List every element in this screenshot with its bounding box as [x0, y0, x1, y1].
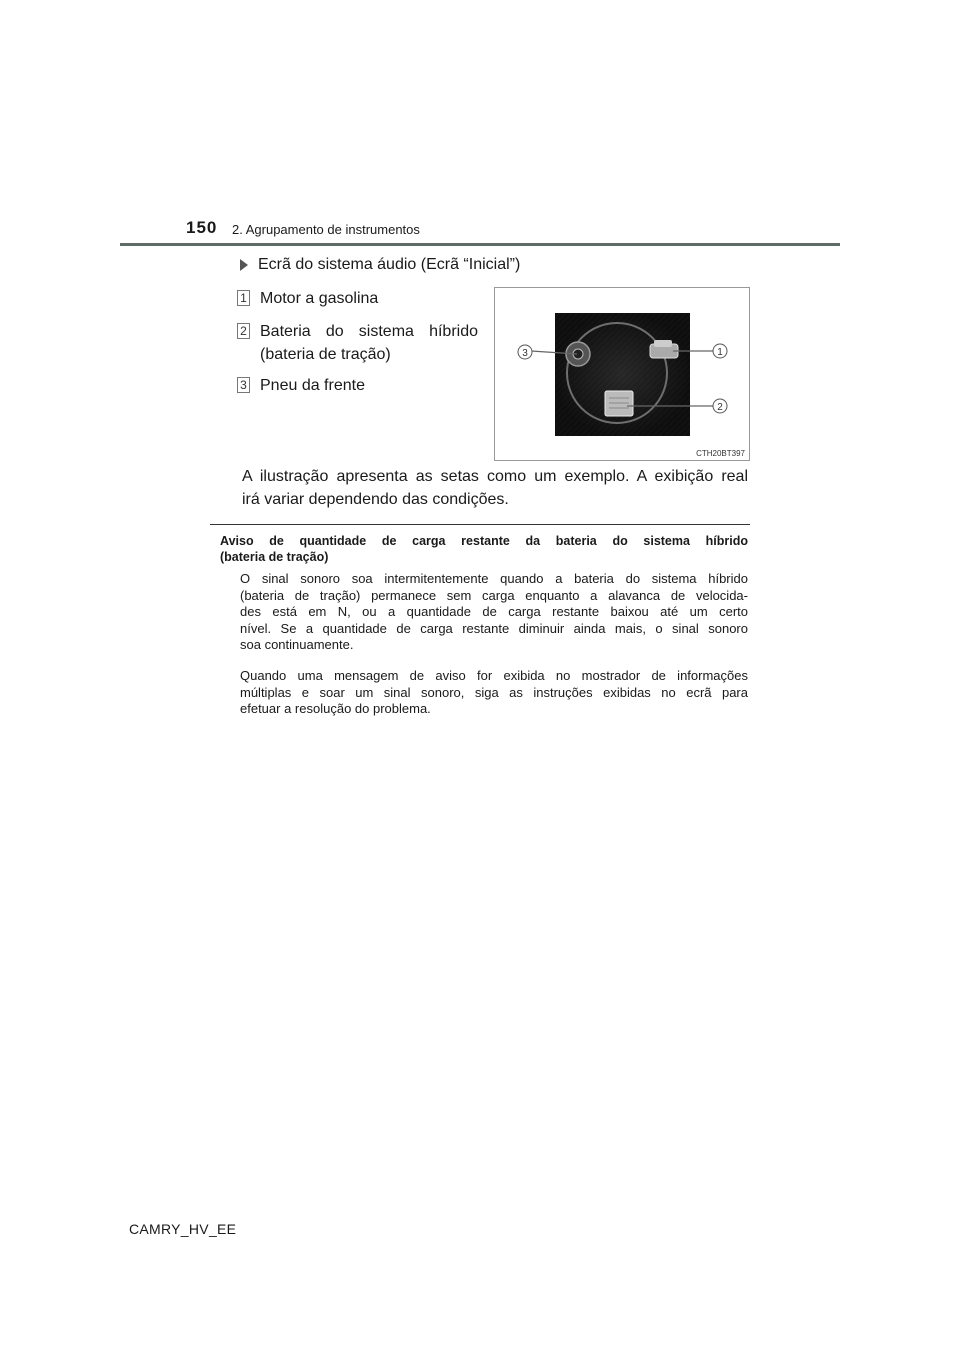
page-number: 150 [186, 218, 218, 237]
info-title [220, 533, 748, 565]
info-paragraph-2 [240, 668, 748, 718]
note-line: A ilustração apresenta as setas como um exemplo. A exibição real [242, 468, 748, 485]
figure-illustration [494, 287, 750, 461]
info-paragraph-1 [240, 571, 748, 654]
note-line: irá variar dependendo das condições. [242, 491, 509, 508]
legend-number: 1 [237, 290, 250, 306]
section-title: 2. Agrupamento de instrumentos [232, 222, 420, 237]
triangle-bullet-icon [240, 259, 248, 271]
illustration-note [242, 465, 748, 511]
legend-text: Pneu da frente [260, 377, 365, 394]
legend-text-line: Bateria do sistema híbrido [260, 323, 478, 340]
info-title-line: Aviso de quantidade de carga restante da bateria do sistema híbrido [220, 534, 748, 548]
legend-text: Motor a gasolina [260, 290, 379, 307]
paragraph-line: efetuar a resolução do problema. [240, 701, 431, 716]
paragraph-line: des está em N, ou a quantidade de carga restante baixou até um certo [240, 604, 748, 619]
legend-number: 2 [237, 323, 250, 339]
info-divider [210, 524, 750, 525]
legend-number: 3 [237, 377, 250, 393]
paragraph-line: soa continuamente. [240, 637, 354, 652]
paragraph-line: nível. Se a quantidade de carga restante diminuir ainda mais, o sinal sonoro [240, 620, 748, 636]
subheading-text: Ecrã do sistema áudio (Ecrã “Inicial”) [258, 256, 521, 273]
legend-text-line: (bateria de tração) [260, 346, 391, 363]
paragraph-line: O sinal sonoro soa intermitentemente quando a bateria do sistema híbrido [240, 571, 748, 586]
legend-text [260, 320, 478, 366]
audio-screen-illustration [495, 288, 749, 460]
callout-label-1: 1 [717, 347, 723, 358]
footer-model-code: CAMRY_HV_EE [129, 1221, 237, 1237]
header-rule [120, 243, 840, 246]
paragraph-line: Quando uma mensagem de aviso for exibida no mostrador de informações [240, 668, 748, 683]
paragraph-line: (bateria de tração) permanece sem carga enquanto a alavanca de velocida- [240, 587, 748, 603]
hybrid-battery-icon [605, 391, 633, 416]
info-title-line: (bateria de tração) [220, 550, 329, 564]
paragraph-line: múltiplas e soar um sinal sonoro, siga as instruções exibidas no ecrã para [240, 684, 748, 700]
subheading [240, 256, 520, 274]
callout-label-2: 2 [717, 402, 723, 413]
figure-code: CTH20BT397 [696, 449, 745, 458]
callout-label-3: 3 [522, 348, 528, 359]
